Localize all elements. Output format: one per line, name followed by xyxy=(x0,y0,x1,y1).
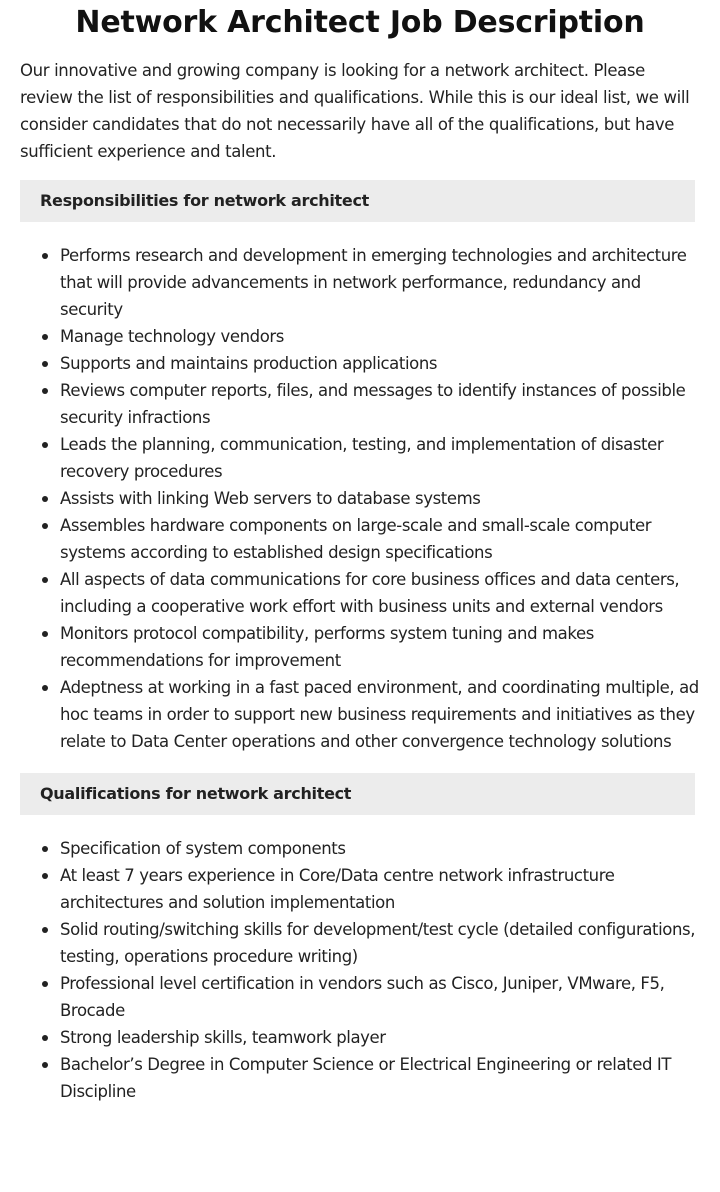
list-item-text: Reviews computer reports, files, and messages to identify instances of possible security infractions xyxy=(60,381,686,427)
list-item-text: Supports and maintains production applications xyxy=(60,354,438,373)
bullet-icon xyxy=(42,1062,48,1068)
list-item xyxy=(60,431,700,485)
bullet-icon xyxy=(42,496,48,502)
list-item-text: Bachelor’s Degree in Computer Science or Electrical Engineering or related IT Discipline xyxy=(60,1055,672,1101)
bullet-icon xyxy=(42,981,48,987)
bullet-icon xyxy=(42,253,48,259)
list-item xyxy=(60,350,700,377)
list-item xyxy=(60,674,700,755)
list-item-text: Assists with linking Web servers to database systems xyxy=(60,489,481,508)
list-item xyxy=(60,377,700,431)
qualifications-heading: Qualifications for network architect xyxy=(20,773,695,815)
list-item-text: Assembles hardware components on large-scale and small-scale computer systems according to established design specifications xyxy=(60,516,652,562)
responsibilities-list xyxy=(0,242,720,755)
bullet-icon xyxy=(42,1035,48,1041)
list-item-text: All aspects of data communications for core business offices and data centers, including a cooperative work effort with business units and external vendors xyxy=(60,570,680,616)
list-item xyxy=(60,242,700,323)
bullet-icon xyxy=(42,577,48,583)
list-item xyxy=(60,835,700,862)
bullet-icon xyxy=(42,442,48,448)
list-item xyxy=(60,916,700,970)
list-item-text: At least 7 years experience in Core/Data centre network infrastructure architectures and solution implementation xyxy=(60,866,615,912)
list-item xyxy=(60,970,700,1024)
list-item xyxy=(60,512,700,566)
qualifications-list xyxy=(0,835,720,1105)
list-item-text: Professional level certification in vendors such as Cisco, Juniper, VMware, F5, Brocade xyxy=(60,974,665,1020)
bullet-icon xyxy=(42,361,48,367)
list-item-text: Performs research and development in emerging technologies and architecture that will provide advancements in network performance, redundancy and security xyxy=(60,246,687,319)
list-item-text: Leads the planning, communication, testing, and implementation of disaster recovery procedures xyxy=(60,435,664,481)
list-item xyxy=(60,862,700,916)
list-item-text: Solid routing/switching skills for development/test cycle (detailed configurations, testing, operations procedure writing) xyxy=(60,920,696,966)
bullet-icon xyxy=(42,388,48,394)
bullet-icon xyxy=(42,927,48,933)
list-item-text: Specification of system components xyxy=(60,839,346,858)
list-item-text: Adeptness at working in a fast paced environment, and coordinating multiple, ad hoc teams in order to support new business requirements and initiatives as they relate to Data Center operations and other convergence technology solutions xyxy=(60,678,699,751)
bullet-icon xyxy=(42,846,48,852)
bullet-icon xyxy=(42,873,48,879)
bullet-icon xyxy=(42,334,48,340)
list-item-text: Strong leadership skills, teamwork player xyxy=(60,1028,386,1047)
page-title: Network Architect Job Description xyxy=(75,5,645,40)
list-item xyxy=(60,1024,700,1051)
list-item xyxy=(60,323,700,350)
list-item xyxy=(60,1051,700,1105)
bullet-icon xyxy=(42,685,48,691)
list-item xyxy=(60,485,700,512)
list-item-text: Manage technology vendors xyxy=(60,327,284,346)
bullet-icon xyxy=(42,631,48,637)
list-item xyxy=(60,566,700,620)
responsibilities-heading: Responsibilities for network architect xyxy=(20,180,695,222)
list-item xyxy=(60,620,700,674)
intro-paragraph: Our innovative and growing company is looking for a network architect. Please review the list of responsibilities and qualifications. While this is our ideal list, we will consider candidates that do not necessarily have all of the qualifications, but have sufficient experience and talent. xyxy=(20,61,690,161)
bullet-icon xyxy=(42,523,48,529)
list-item-text: Monitors protocol compatibility, performs system tuning and makes recommendations for improvement xyxy=(60,624,594,670)
